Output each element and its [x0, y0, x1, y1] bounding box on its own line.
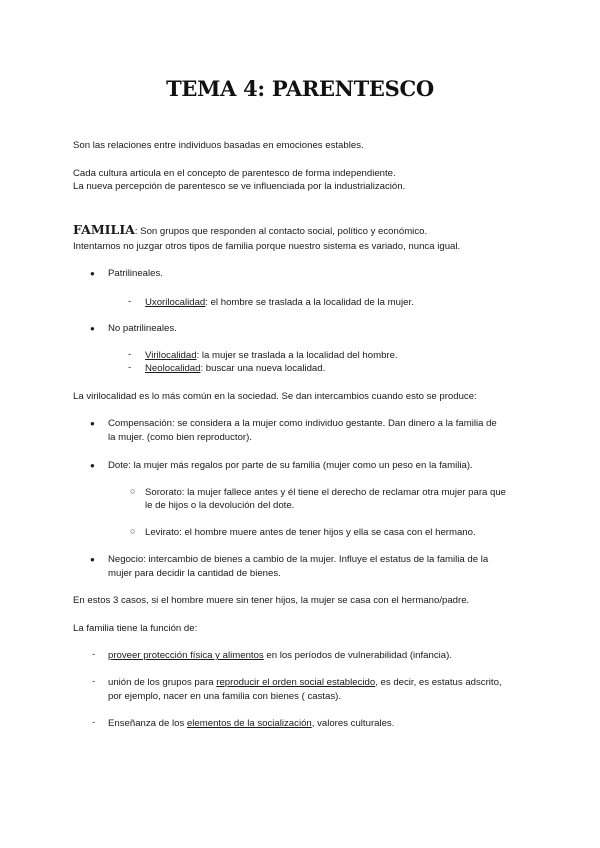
funcion-3-text: , valores culturales.: [311, 718, 395, 729]
neolocalidad-item: [145, 362, 325, 375]
dote-item: Dote: la mujer más regalos por parte de su familia (mujer como un peso en la familia).: [108, 460, 473, 471]
funcion-2-prefix: unión de los grupos para: [108, 677, 217, 688]
familia-definition-text: : Son grupos que responden al contacto social, político y económico.: [134, 226, 428, 237]
sororato-line-2: le de hijos o la devolución del dote.: [145, 500, 295, 511]
funcion-item-2-line-2: por ejemplo, nacer en una familia con bienes ( castas).: [108, 691, 342, 702]
bullet-icon: ●: [90, 269, 95, 278]
dash-icon: -: [128, 296, 132, 307]
negocio-line-1: Negocio: intercambio de bienes a cambio de la mujer. Influye el estatus de la familia de la: [108, 554, 489, 565]
virilocalidad-term: Virilocalidad: [145, 350, 197, 361]
virilocalidad-text: : la mujer se traslada a la localidad del hombre.: [196, 350, 398, 361]
patrilineales-label: Patrilineales.: [108, 268, 163, 279]
dash-icon: -: [128, 362, 132, 373]
funcion-item-2: [108, 676, 502, 689]
bullet-icon: ●: [90, 461, 95, 470]
virilocalidad-item: [145, 349, 398, 362]
dash-icon: -: [92, 717, 96, 728]
bullet-icon: ●: [90, 419, 95, 428]
uxorilocalidad-text: : el hombre se traslada a la localidad de la mujer.: [205, 297, 414, 308]
circle-icon: ○: [130, 526, 136, 536]
funcion-1-underlined: proveer protección física y alimentos: [108, 650, 264, 661]
circle-icon: ○: [130, 486, 136, 496]
sororato-line-1: Sororato: la mujer fallece antes y él tiene el derecho de reclamar otra mujer para que: [145, 487, 507, 498]
funcion-1-text: en los períodos de vulnerabilidad (infancia).: [263, 650, 452, 661]
intro-paragraph-3: La nueva percepción de parentesco se ve influenciada por la industrialización.: [73, 181, 406, 192]
funcion-item-1: [108, 649, 452, 662]
uxorilocalidad-item: [145, 296, 414, 309]
uxorilocalidad-term: Uxorilocalidad: [145, 297, 206, 308]
no-patrilineales-label: No patrilineales.: [108, 323, 177, 334]
intro-paragraph-2: Cada cultura articula en el concepto de parentesco de forma independiente.: [73, 168, 396, 179]
familia-definition: [73, 223, 427, 238]
funcion-3-underlined: elementos de la socialización: [186, 718, 312, 729]
familia-note: Intentamos no juzgar otros tipos de familia porque nuestro sistema es variado, nunca igual.: [73, 241, 461, 252]
funcion-3-prefix: Enseñanza de los: [108, 718, 187, 729]
bullet-icon: ●: [90, 324, 95, 333]
dash-icon: -: [92, 649, 96, 660]
bullet-icon: ●: [90, 555, 95, 564]
page-title: TEMA 4: PARENTESCO: [166, 76, 434, 101]
neolocalidad-text: : buscar una nueva localidad.: [200, 363, 326, 374]
funcion-2-underlined: reproducir el orden social establecido: [216, 677, 376, 688]
familia-heading: FAMILIA: [73, 222, 135, 237]
neolocalidad-term: Neolocalidad: [145, 363, 201, 374]
funcion-heading: La familia tiene la función de:: [73, 623, 198, 634]
compensacion-line-2: la mujer. (como bien reproductor).: [108, 432, 252, 443]
virilocalidad-paragraph: La virilocalidad es lo más común en la sociedad. Se dan intercambios cuando esto se produce:: [73, 391, 477, 402]
dash-icon: -: [92, 676, 96, 687]
dash-icon: -: [128, 349, 132, 360]
compensacion-line-1: Compensación: se considera a la mujer como individuo gestante. Dan dinero a la familia de: [108, 418, 497, 429]
intro-paragraph-1: Son las relaciones entre individuos basadas en emociones estables.: [73, 140, 364, 151]
levirato-item: Levirato: el hombre muere antes de tener hijos y ella se casa con el hermano.: [145, 527, 476, 538]
negocio-line-2: mujer para decidir la cantidad de bienes.: [108, 568, 281, 579]
funcion-item-3: [108, 717, 394, 730]
tres-casos-paragraph: En estos 3 casos, si el hombre muere sin tener hijos, la mujer se casa con el hermano/padre.: [73, 595, 470, 606]
funcion-2-text: , es decir, es estatus adscrito,: [375, 677, 502, 688]
